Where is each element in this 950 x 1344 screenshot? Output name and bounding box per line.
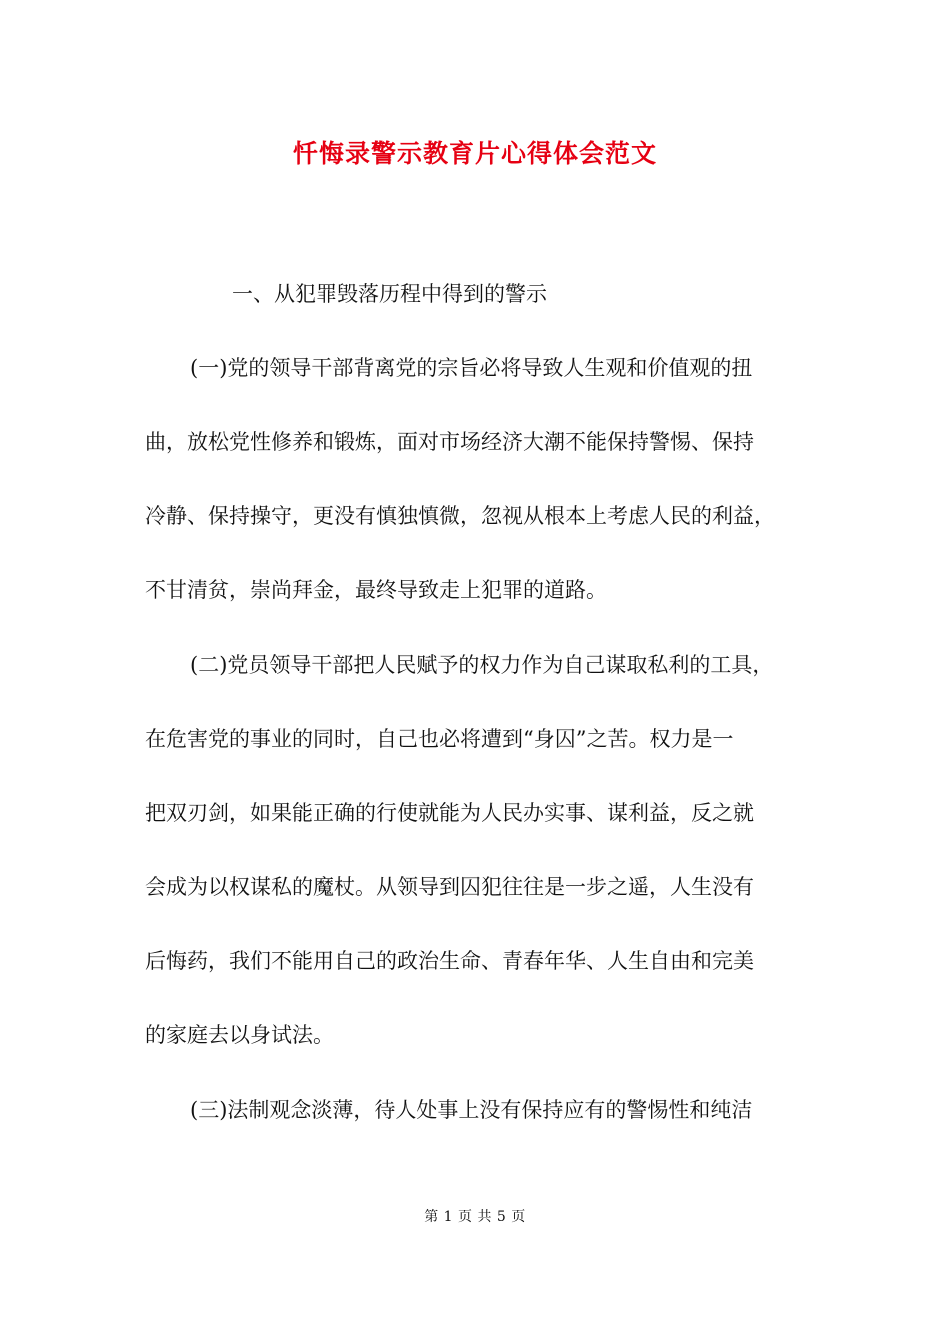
paragraph-2-line-1: (二)党员领导干部把人民赋予的权力作为自己谋取私利的工具， (190, 653, 774, 677)
paragraph-2-line-2: 在危害党的事业的同时，自己也必将遭到“身囚”之苦。权力是一 (145, 727, 734, 751)
paragraph-2-line-6: 的家庭去以身试法。 (145, 1023, 334, 1047)
paragraph-1-line-1: (一)党的领导干部背离党的宗旨必将导致人生观和价值观的扭 (190, 356, 753, 380)
paragraph-3-line-1: (三)法制观念淡薄，待人处事上没有保持应有的警惕性和纯洁 (190, 1098, 753, 1122)
paragraph-1-line-2: 曲，放松党性修养和锻炼，面对市场经济大潮不能保持警惕、保持 (145, 430, 754, 454)
paragraph-2-line-3: 把双刃剑，如果能正确的行使就能为人民办实事、谋利益，反之就 (145, 801, 754, 825)
paragraph-2-line-5: 后悔药，我们不能用自己的政治生命、青春年华、人生自由和完美 (145, 949, 754, 973)
page-title: 忏悔录警示教育片心得体会范文 (292, 139, 657, 168)
paragraph-2-line-4: 会成为以权谋私的魔杖。从领导到囚犯往往是一步之遥，人生没有 (145, 875, 754, 899)
paragraph-1-line-3: 冷静、保持操守，更没有慎独慎微，忽视从根本上考虑人民的利益， (145, 504, 775, 528)
paragraph-1-line-4: 不甘清贫，崇尚拜金，最终导致走上犯罪的道路。 (145, 578, 607, 602)
section-heading: 一、从犯罪毁落历程中得到的警示 (232, 282, 547, 306)
page-number-footer: 第 1 页 共 5 页 (424, 1209, 526, 1225)
